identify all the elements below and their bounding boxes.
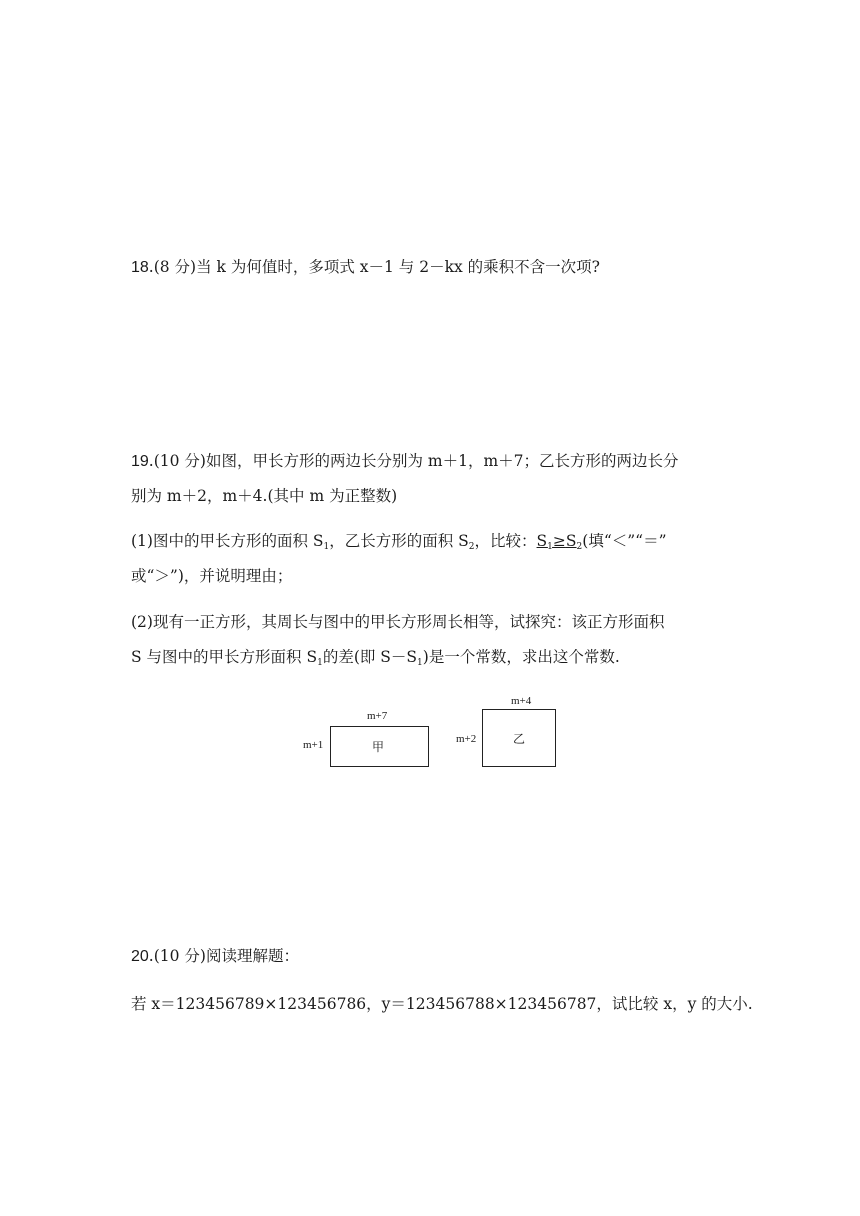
- subscript: 1: [547, 542, 553, 552]
- text-span: ，乙长方形的面积 S: [329, 532, 469, 550]
- text-span: )是一个常数，求出这个常数.: [422, 648, 620, 666]
- text-span: 的差(即 S－S: [322, 648, 418, 666]
- question-text: .(10 分)如图，甲长方形的两边长分别为 m＋1，m＋7；乙长方形的两边长分: [148, 452, 679, 470]
- question-number: 18: [131, 259, 149, 276]
- subscript: 2: [468, 542, 475, 552]
- text-span: ，比较：: [474, 532, 537, 550]
- part-2-line-2: [131, 646, 620, 668]
- text-span: S: [565, 532, 577, 550]
- rect-jia-side-label: m+1: [303, 739, 324, 751]
- question-20: [131, 945, 299, 968]
- question-19-line-1: [131, 450, 679, 473]
- question-text: .(10 分)阅读理解题：: [148, 947, 299, 965]
- part-1-line-1: [131, 530, 667, 552]
- subscript: 1: [323, 542, 330, 552]
- rect-yi-top-label: m+4: [511, 695, 532, 707]
- text-span: (填“＜”“＝”: [582, 532, 667, 550]
- text-span: S: [536, 532, 548, 550]
- filled-answer: [537, 532, 583, 550]
- part-1-line-2: 或“＞”)，并说明理由；: [131, 567, 293, 585]
- question-number: 19: [131, 453, 149, 470]
- text-span: (1)图中的甲长方形的面积 S: [131, 532, 324, 550]
- text-span: S 与图中的甲长方形面积 S: [131, 648, 318, 666]
- subscript: 1: [317, 658, 323, 668]
- question-number: 20: [131, 948, 149, 965]
- subscript: 2: [576, 542, 583, 552]
- rect-jia: [330, 726, 429, 767]
- subscript: 1: [417, 658, 423, 668]
- rect-yi: [482, 709, 556, 767]
- rect-jia-top-label: m+7: [367, 710, 388, 722]
- question-19-line-2: 别为 m＋2，m＋4.(其中 m 为正整数): [131, 487, 398, 505]
- question-18: [131, 256, 600, 279]
- answer-operator: ≥: [552, 532, 566, 550]
- rect-yi-label: 乙: [513, 732, 526, 746]
- rect-yi-side-label: m+2: [456, 733, 477, 745]
- rect-jia-label: 甲: [372, 740, 385, 754]
- question-text: .(8 分)当 k 为何值时，多项式 x－1 与 2－kx 的乘积不含一次项?: [148, 258, 600, 276]
- question-20-body: 若 x＝123456789×123456786，y＝123456788×123456787，试比较 x，y 的大小.: [131, 995, 753, 1013]
- part-2-line-1: (2)现有一正方形，其周长与图中的甲长方形周长相等，试探究：该正方形面积: [131, 613, 665, 631]
